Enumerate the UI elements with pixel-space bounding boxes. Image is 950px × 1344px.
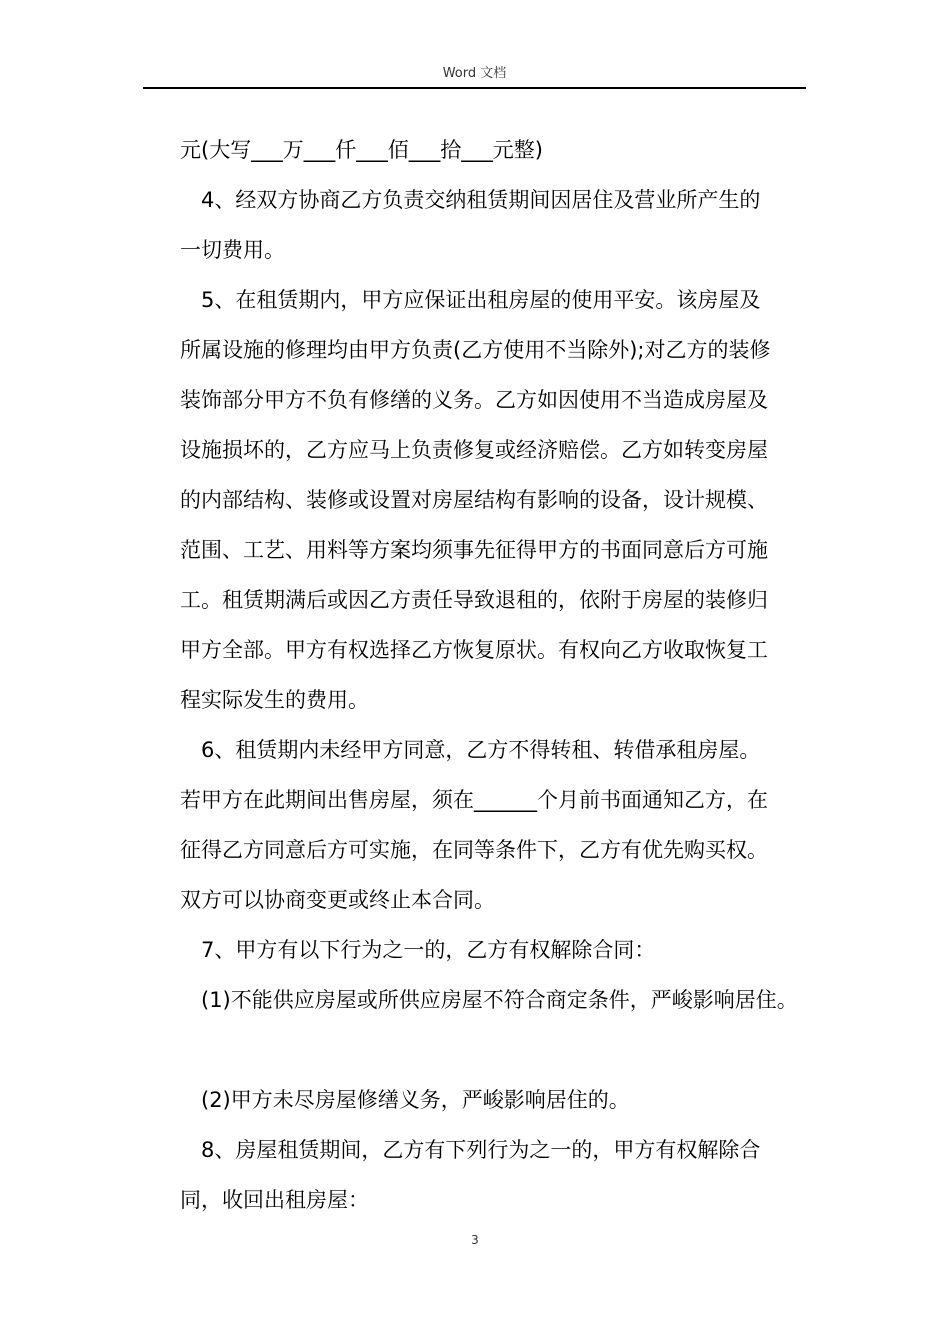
paragraph-line: 4、经双方协商乙方负责交纳租赁期间因居住及营业所产生的 xyxy=(201,188,761,212)
paragraph-line: 甲方全部。甲方有权选择乙方恢复原状。有权向乙方收取恢复工 xyxy=(180,638,768,662)
paragraph-line: 范围、工艺、用料等方案均须事先征得甲方的书面同意后方可施 xyxy=(180,538,768,562)
paragraph-line: 双方可以协商变更或终止本合同。 xyxy=(180,888,495,912)
paragraph-line: 若甲方在此期间出售房屋，须在______个月前书面通知乙方，在 xyxy=(180,788,768,812)
paragraph-line: 装饰部分甲方不负有修缮的义务。乙方如因使用不当造成房屋及 xyxy=(180,388,768,412)
paragraph-line: 程实际发生的费用。 xyxy=(180,688,369,712)
paragraph-line: 6、租赁期内未经甲方同意，乙方不得转租、转借承租房屋。 xyxy=(201,738,761,762)
paragraph-line: 元(大写___万___仟___佰___拾___元整) xyxy=(180,138,543,162)
paragraph-line: 设施损坏的，乙方应马上负责修复或经济赔偿。乙方如转变房屋 xyxy=(180,438,768,462)
paragraph-line: 所属设施的修理均由甲方负责(乙方使用不当除外);对乙方的装修 xyxy=(180,338,771,362)
paragraph-line: 工。租赁期满后或因乙方责任导致退租的，依附于房屋的装修归 xyxy=(180,588,768,612)
paragraph-line: 5、在租赁期内，甲方应保证出租房屋的使用平安。该房屋及 xyxy=(201,288,761,312)
page-number: 3 xyxy=(471,1233,479,1247)
paragraph-line: 的内部结构、装修或设置对房屋结构有影响的设备，设计规模、 xyxy=(180,488,768,512)
paragraph-line: 7、甲方有以下行为之一的，乙方有权解除合同： xyxy=(201,938,656,962)
paragraph-line: 同，收回出租房屋： xyxy=(180,1188,369,1212)
paragraph-line: 征得乙方同意后方可实施，在同等条件下，乙方有优先购买权。 xyxy=(180,838,768,862)
paragraph-line: (2)甲方未尽房屋修缮义务，严峻影响居住的。 xyxy=(201,1088,630,1112)
header-divider xyxy=(143,87,806,89)
paragraph-line: 一切费用。 xyxy=(180,238,285,262)
paragraph-line: (1)不能供应房屋或所供应房屋不符合商定条件，严峻影响居住。 xyxy=(201,988,798,1012)
page-header: Word 文档 xyxy=(442,66,507,81)
paragraph-line: 8、房屋租赁期间，乙方有下列行为之一的，甲方有权解除合 xyxy=(201,1138,761,1162)
